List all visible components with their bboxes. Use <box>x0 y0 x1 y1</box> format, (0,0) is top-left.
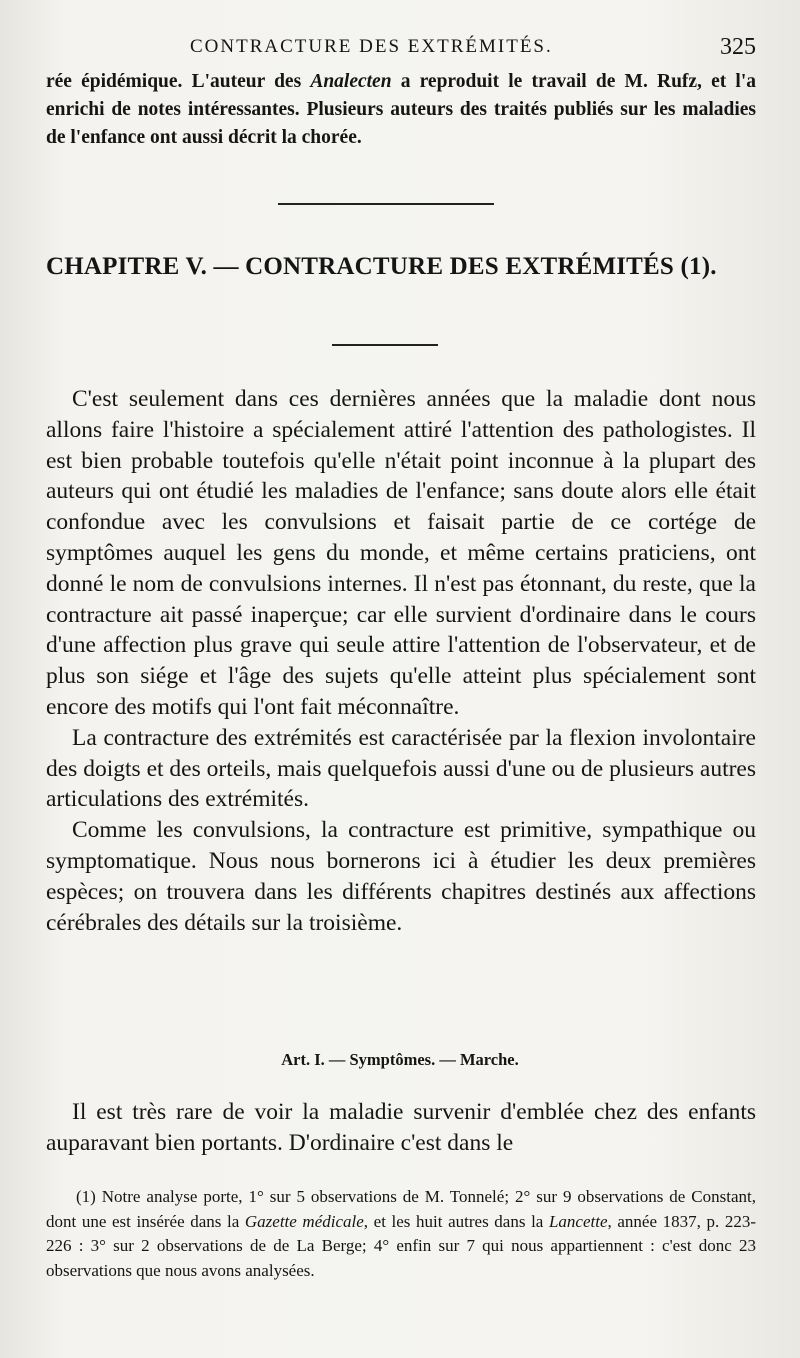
footnote <box>46 1185 756 1283</box>
chapter-title: CHAPITRE V. — CONTRACTURE DES EXTRÉMITÉS (1). <box>46 253 717 280</box>
footnote-italic-1: Gazette médicale <box>244 1211 364 1231</box>
paragraph: La contracture des extrémités est caractérisée par la flexion involontaire des doigts et des orteils, mais quelquefois aussi d'une ou de plusieurs autres articulations des extrémités. <box>46 724 756 813</box>
paragraph: Il est très rare de voir la maladie survenir d'emblée chez des enfants auparavant bien portants. D'ordinaire c'est dans le <box>46 1099 756 1156</box>
footnote-text-1: (1) Notre analyse porte, 1° sur 5 observations de M. Tonnelé; 2° sur 9 observations de Constant, dont une est insérée dans la <box>46 1187 756 1231</box>
footnote-text-2: , et les huit autres dans la <box>363 1211 549 1231</box>
running-head <box>60 36 756 66</box>
chapter-body <box>46 384 756 938</box>
section-body <box>46 1097 756 1159</box>
intro-text-after: a reproduit le travail de M. Rufz, et l'a enrichi de notes intéressantes. Plusieurs auteurs des traités publiés sur les maladies de l'enfance ont aussi décrit la chorée. <box>46 71 756 148</box>
separator-rule-short <box>332 344 438 346</box>
footnote-italic-2: Lancette <box>548 1211 608 1231</box>
separator-rule <box>278 203 494 205</box>
paragraph: Comme les convulsions, la contracture est primitive, sympathique ou symptomatique. Nous nous bornerons ici à étudier les deux premières espèces; on trouvera dans les différents chapitres destinés aux affections cérébrales des détails sur la troisième. <box>46 817 756 936</box>
intro-italic: Analecten <box>310 71 392 92</box>
section-heading: Art. I. — Symptômes. — Marche. <box>281 1050 519 1069</box>
intro-paragraph <box>46 68 756 152</box>
page-number: 325 <box>720 34 756 60</box>
paragraph: C'est seulement dans ces dernières années que la maladie dont nous allons faire l'histoire a spécialement attiré l'attention des pathologistes. Il est bien probable toutefois qu'elle n'était point inconnue à la plupart des auteurs qui ont étudié les maladies de l'enfance; sans doute alors elle était confondue avec les convulsions et faisait partie de ce cortége de symptômes auquel les gens du monde, et même certains praticiens, ont donné le nom de convulsions internes. Il n'est pas étonnant, du reste, que la contracture ait passé inaperçue; car elle survient d'ordinaire dans le cours d'une affection plus grave qui seule attire l'attention de l'observateur, et de plus son siége et l'âge des sujets qu'elle atteint plus spécialement sont encore des motifs qui l'ont fait méconnaître. <box>46 386 756 720</box>
footnote-text-3: , année 1837, p. 223-226 : 3° sur 2 observations de de La Berge; 4° enfin sur 7 qui nous appartiennent : c'est donc 23 observations que nous avons analysées. <box>46 1211 756 1280</box>
running-title: CONTRACTURE DES EXTRÉMITÉS. <box>190 36 553 57</box>
intro-text-before: rée épidémique. L'auteur des <box>46 71 311 92</box>
